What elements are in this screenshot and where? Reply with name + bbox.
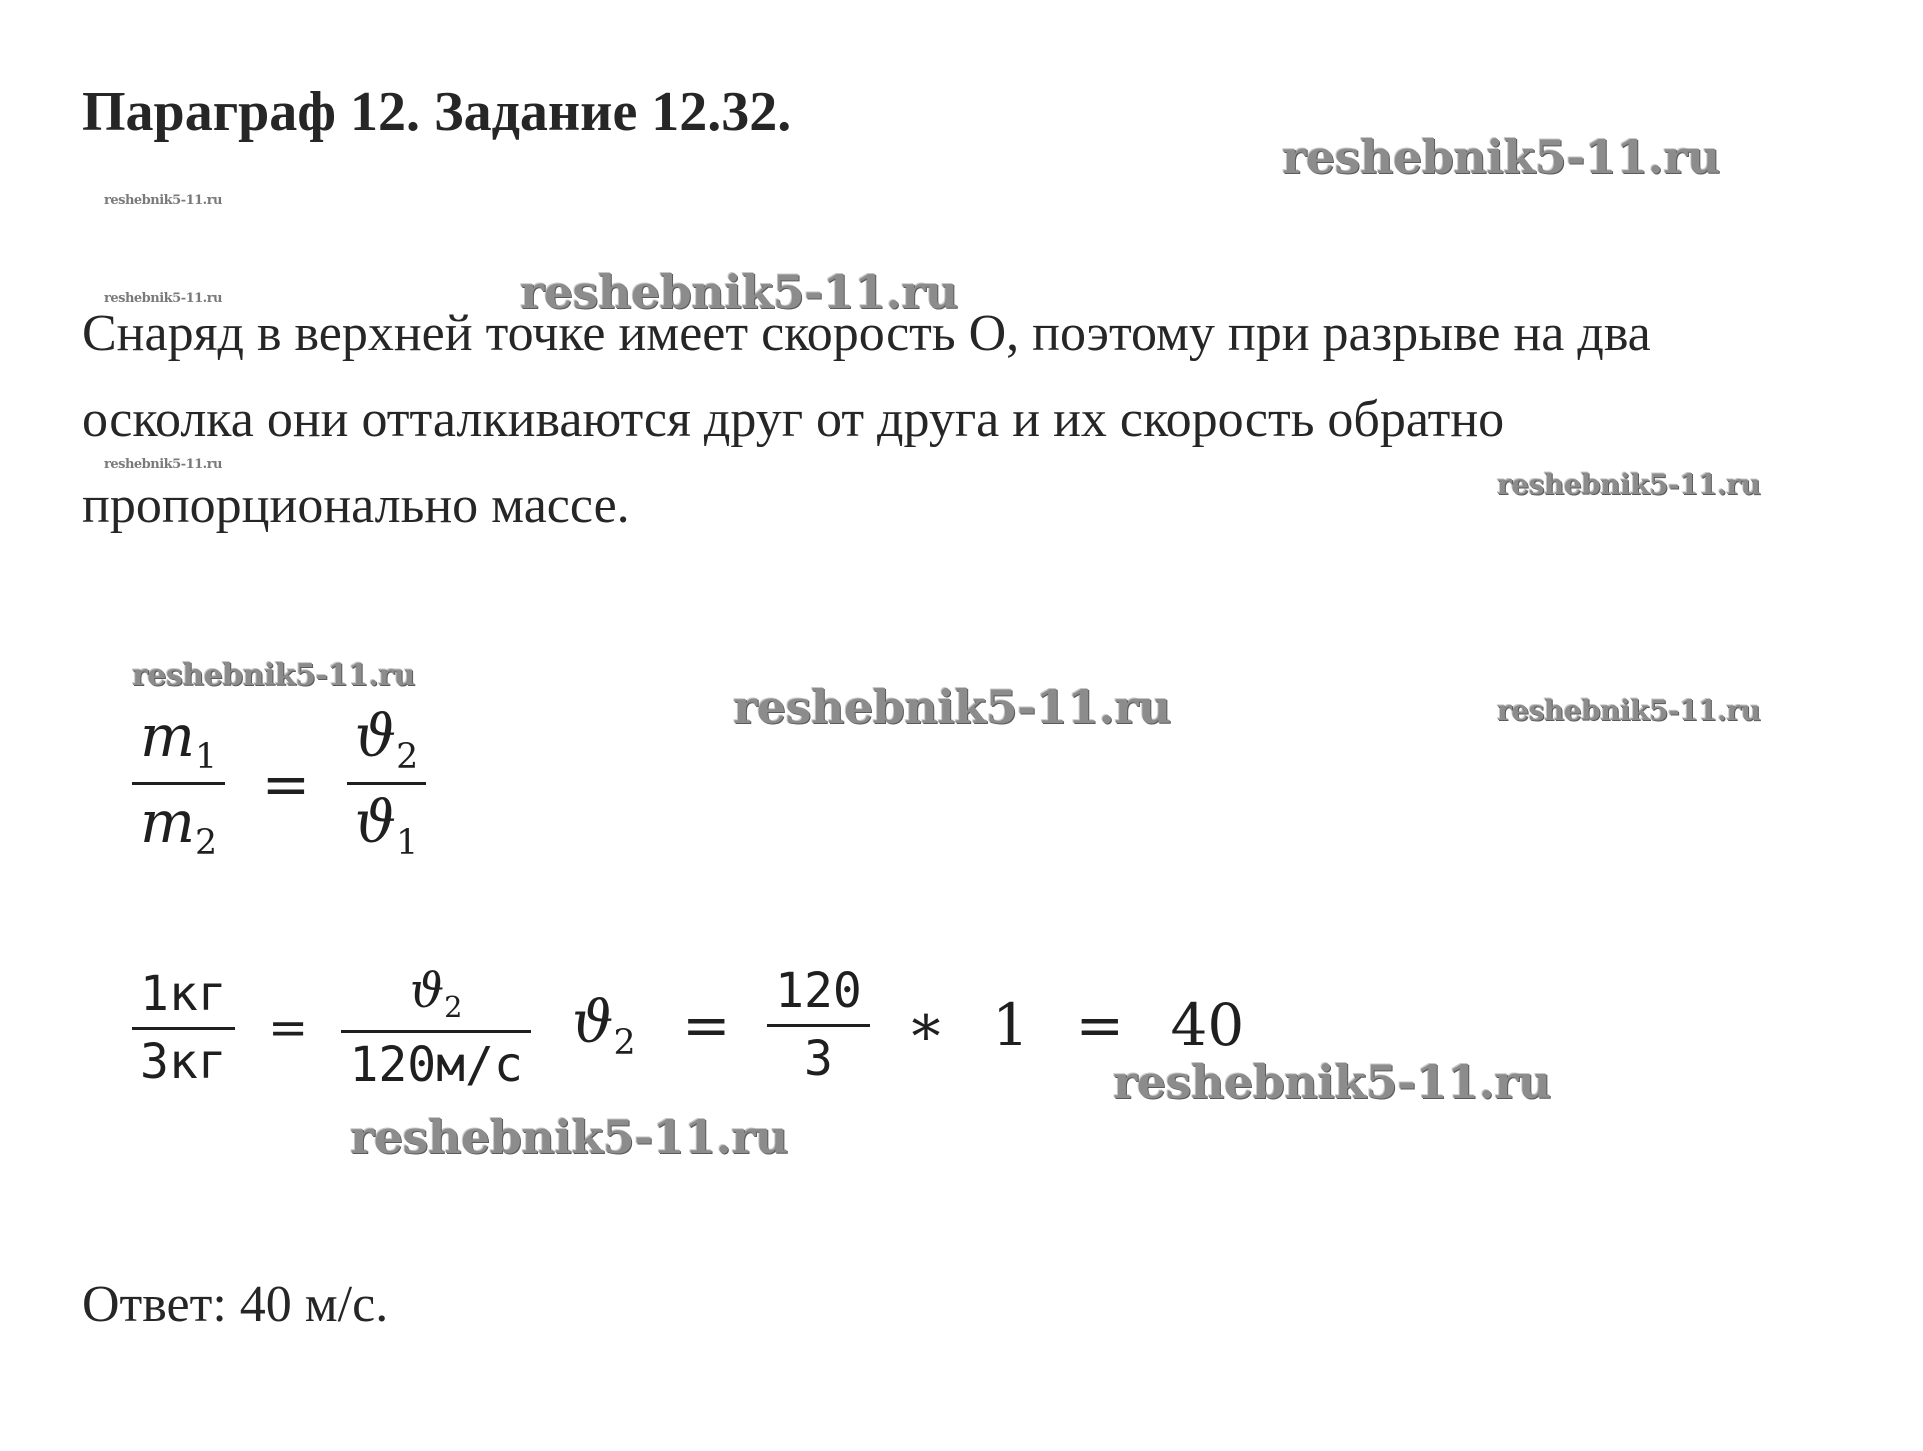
page-title: Параграф 12. Задание 12.32.	[82, 81, 792, 143]
watermark: reshebnik5-11.ru	[104, 457, 223, 472]
body-line-3: пропорционально массе.	[82, 477, 630, 534]
velocity-fraction: $\frac{ϑ_2}{ϑ_1}$	[347, 705, 427, 863]
equals-sign: =	[267, 1000, 309, 1057]
result-value: 40	[1170, 991, 1245, 1060]
watermark: reshebnik5-11.ru	[132, 658, 415, 693]
watermark: reshebnik5-11.ru	[104, 291, 223, 306]
watermark: reshebnik5-11.ru	[1282, 130, 1720, 184]
equation-result: $ϑ_2$ = $\frac{120}{3}$ ∗ 1 = 40	[572, 963, 1245, 1087]
factor: 1	[992, 991, 1029, 1060]
result-fraction: $\frac{120}{3}$	[767, 965, 870, 1086]
body-line-1: Снаряд в верхней точке имеет скорость О, поэтому при разрыве на два	[82, 305, 1651, 362]
watermark: reshebnik5-11.ru	[1113, 1055, 1551, 1109]
mass-fraction: $\frac{m_1}{m_2}$	[132, 705, 225, 863]
watermark: reshebnik5-11.ru	[104, 193, 223, 208]
watermark: reshebnik5-11.ru	[520, 265, 958, 319]
body-line-2: осколка они отталкиваются друг от друга и их скорость обратно	[82, 391, 1505, 448]
mass-values-fraction: $\frac{1кг}{3кг}$	[132, 968, 235, 1089]
watermark: reshebnik5-11.ru	[1497, 694, 1761, 727]
answer-line: Ответ: 40 м/с.	[82, 1276, 389, 1333]
equals-sign: =	[682, 991, 731, 1060]
multiply-sign: ∗	[906, 991, 946, 1060]
equals-sign: =	[1075, 991, 1125, 1060]
watermark: reshebnik5-11.ru	[350, 1110, 788, 1164]
equation-substitution	[128, 965, 535, 1092]
equals-sign: =	[261, 749, 311, 818]
velocity-values-fraction: $\frac{ϑ_2}{120м/с}$	[341, 965, 530, 1092]
watermark: reshebnik5-11.ru	[733, 680, 1171, 734]
watermark: reshebnik5-11.ru	[1497, 468, 1761, 501]
equation-mass-velocity-ratio	[128, 702, 430, 864]
